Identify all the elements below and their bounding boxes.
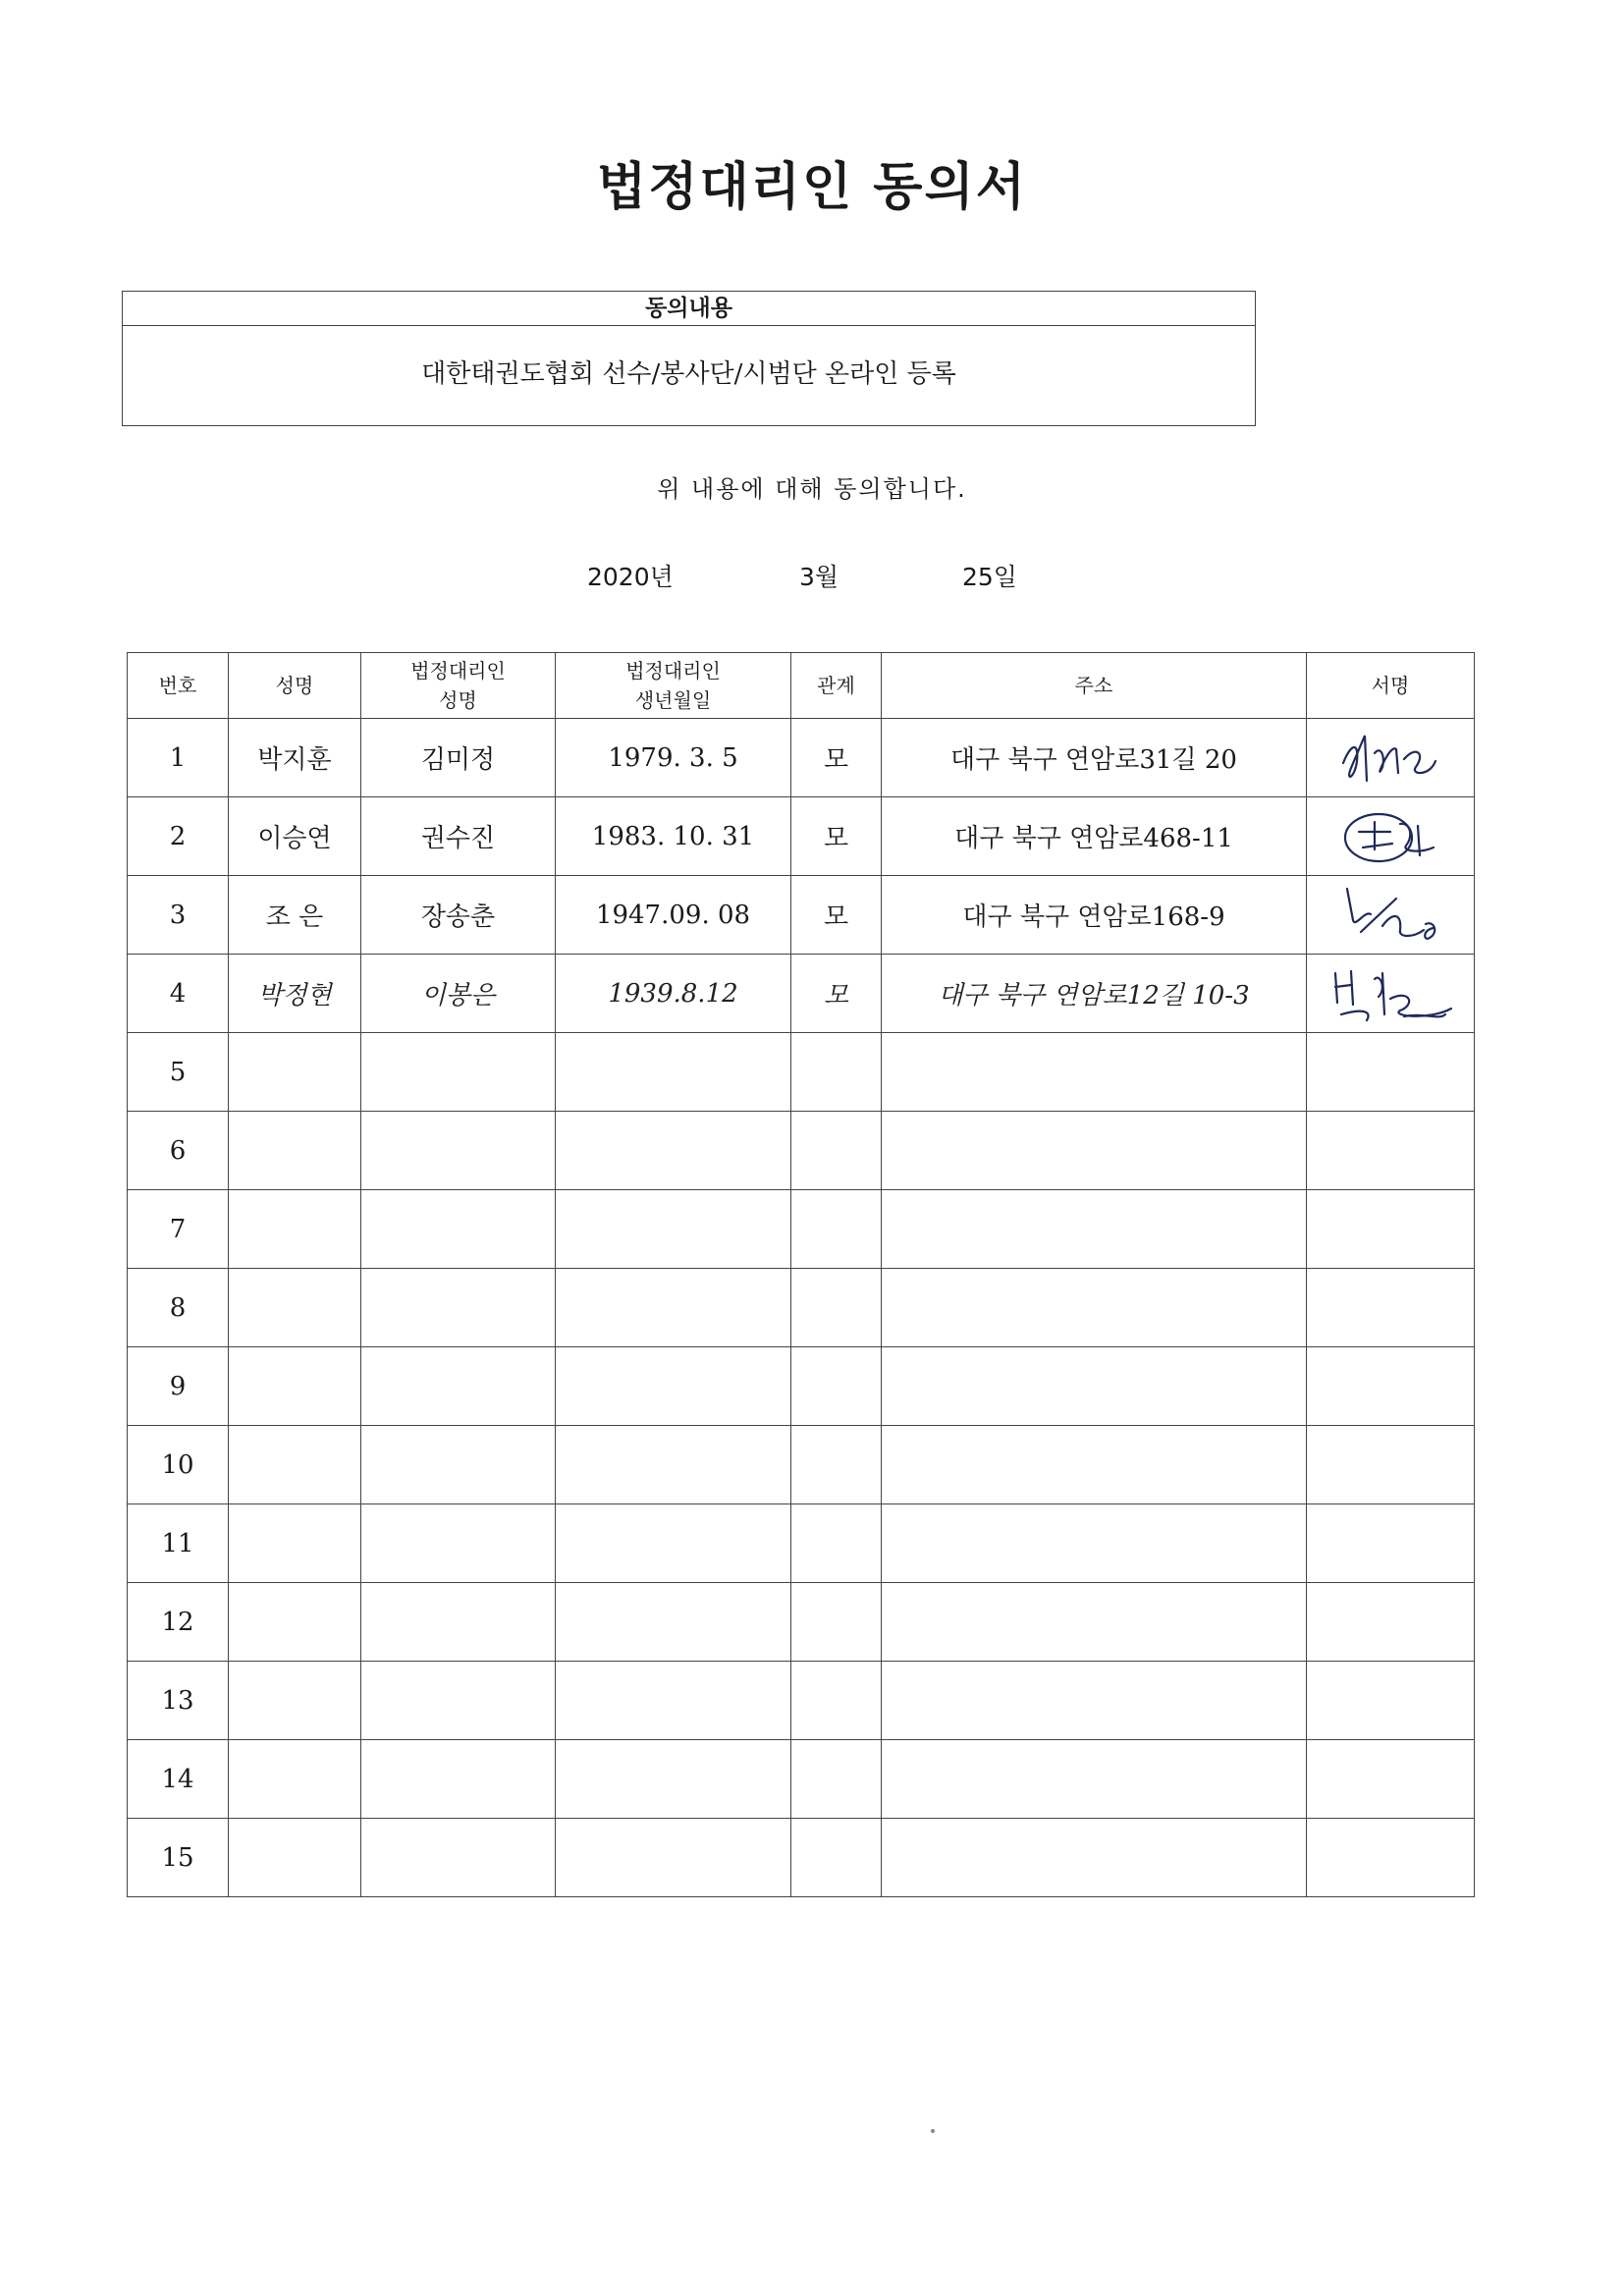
cell-address	[882, 1190, 1307, 1269]
cell-signature	[1307, 1819, 1475, 1897]
table-row	[128, 797, 1475, 876]
cell-relation	[791, 1819, 882, 1897]
cell-no: 1	[128, 719, 229, 797]
cell-signature	[1307, 1583, 1475, 1662]
cell-address	[882, 1347, 1307, 1426]
cell-signature	[1307, 1347, 1475, 1426]
cell-no: 9	[128, 1347, 229, 1426]
signature-scribble-2	[1331, 802, 1449, 871]
cell-signature	[1307, 719, 1475, 797]
cell-relation	[791, 1662, 882, 1740]
cell-name	[229, 1269, 361, 1347]
cell-birth	[556, 1583, 791, 1662]
cell-no: 15	[128, 1819, 229, 1897]
signature-scribble-1	[1331, 724, 1449, 793]
cell-address	[882, 1033, 1307, 1112]
cell-no: 3	[128, 876, 229, 955]
cell-guardian-name	[361, 1740, 556, 1819]
cell-name: 조 은	[229, 876, 361, 955]
cell-relation: 모	[791, 797, 882, 876]
table-row	[128, 1033, 1475, 1112]
cell-guardian-name: 김미정	[361, 719, 556, 797]
cell-guardian-name	[361, 1347, 556, 1426]
table-row	[128, 1740, 1475, 1819]
cell-relation	[791, 1269, 882, 1347]
cell-name: 박지훈	[229, 719, 361, 797]
cell-guardian-name	[361, 1190, 556, 1269]
cell-address: 대구 북구 연암로468-11	[882, 797, 1307, 876]
cell-birth: 1979. 3. 5	[556, 719, 791, 797]
cell-guardian-name	[361, 1504, 556, 1583]
table-row	[128, 1426, 1475, 1504]
cell-signature	[1307, 876, 1475, 955]
cell-name	[229, 1819, 361, 1897]
cell-birth	[556, 1347, 791, 1426]
cell-no: 11	[128, 1504, 229, 1583]
cell-name: 이승연	[229, 797, 361, 876]
cell-relation: 모	[791, 955, 882, 1033]
cell-name: 박정현	[229, 955, 361, 1033]
cell-guardian-name	[361, 1033, 556, 1112]
cell-relation: 모	[791, 719, 882, 797]
date-month: 3월	[799, 563, 839, 591]
cell-guardian-name	[361, 1662, 556, 1740]
cell-birth: 1939.8.12	[556, 955, 791, 1033]
cell-birth	[556, 1740, 791, 1819]
cell-birth	[556, 1426, 791, 1504]
signature-scribble-3	[1331, 881, 1449, 950]
table-header-row	[128, 653, 1475, 719]
cell-signature	[1307, 1112, 1475, 1190]
cell-name	[229, 1112, 361, 1190]
cell-address: 대구 북구 연암로12길 10-3	[882, 955, 1307, 1033]
cell-name	[229, 1190, 361, 1269]
cell-relation: 모	[791, 876, 882, 955]
cell-signature	[1307, 955, 1475, 1033]
cell-name	[229, 1662, 361, 1740]
signature-scribble-4	[1322, 959, 1459, 1028]
cell-birth	[556, 1033, 791, 1112]
table-row	[128, 1819, 1475, 1897]
cell-guardian-name	[361, 1583, 556, 1662]
date-year: 2020년	[587, 563, 674, 591]
cell-relation	[791, 1583, 882, 1662]
table-row	[128, 1190, 1475, 1269]
cell-no: 7	[128, 1190, 229, 1269]
table-row	[128, 1269, 1475, 1347]
cell-guardian-name	[361, 1819, 556, 1897]
cell-signature	[1307, 1662, 1475, 1740]
cell-name	[229, 1740, 361, 1819]
header-address: 주소	[882, 653, 1307, 719]
cell-no: 10	[128, 1426, 229, 1504]
cell-birth	[556, 1662, 791, 1740]
cell-birth: 1947.09. 08	[556, 876, 791, 955]
header-guardian-birth-text: 법정대리인 생년월일	[625, 659, 721, 712]
cell-guardian-name	[361, 1426, 556, 1504]
cell-address	[882, 1819, 1307, 1897]
cell-address: 대구 북구 연암로168-9	[882, 876, 1307, 955]
cell-no: 2	[128, 797, 229, 876]
cell-guardian-name	[361, 1112, 556, 1190]
cell-no: 13	[128, 1662, 229, 1740]
table-row	[128, 1583, 1475, 1662]
cell-relation	[791, 1190, 882, 1269]
cell-address	[882, 1269, 1307, 1347]
cell-address	[882, 1583, 1307, 1662]
cell-relation	[791, 1112, 882, 1190]
cell-guardian-name: 장송춘	[361, 876, 556, 955]
cell-signature	[1307, 1190, 1475, 1269]
cell-name	[229, 1426, 361, 1504]
table-row	[128, 719, 1475, 797]
table-row	[128, 1347, 1475, 1426]
header-signature: 서명	[1307, 653, 1475, 719]
cell-name	[229, 1583, 361, 1662]
cell-address	[882, 1662, 1307, 1740]
cell-name	[229, 1347, 361, 1426]
cell-birth	[556, 1190, 791, 1269]
cell-birth	[556, 1269, 791, 1347]
header-guardian-name-text: 법정대리인 성명	[410, 659, 506, 712]
agreement-statement: 위 내용에 대해 동의합니다.	[657, 475, 967, 503]
table-row	[128, 876, 1475, 955]
cell-address	[882, 1112, 1307, 1190]
cell-guardian-name: 이봉은	[361, 955, 556, 1033]
cell-relation	[791, 1033, 882, 1112]
cell-signature	[1307, 1033, 1475, 1112]
consent-header: 동의내용	[123, 292, 1255, 326]
consent-text: 대한태권도협회 선수/봉사단/시범단 온라인 등록	[421, 359, 956, 389]
header-name: 성명	[229, 653, 361, 719]
table-row	[128, 1112, 1475, 1190]
scan-speck	[931, 2129, 935, 2133]
cell-guardian-name	[361, 1269, 556, 1347]
document-title: 법정대리인 동의서	[597, 158, 1027, 217]
cell-relation	[791, 1740, 882, 1819]
cell-birth: 1983. 10. 31	[556, 797, 791, 876]
date-day: 25일	[962, 563, 1017, 591]
consent-box	[122, 291, 1256, 426]
cell-signature	[1307, 1740, 1475, 1819]
guardian-table	[127, 652, 1475, 1897]
cell-signature	[1307, 1426, 1475, 1504]
cell-no: 4	[128, 955, 229, 1033]
header-guardian-birth	[556, 653, 791, 719]
cell-no: 8	[128, 1269, 229, 1347]
cell-signature	[1307, 1269, 1475, 1347]
cell-no: 5	[128, 1033, 229, 1112]
cell-relation	[791, 1347, 882, 1426]
table-row	[128, 1662, 1475, 1740]
cell-address	[882, 1504, 1307, 1583]
cell-guardian-name: 권수진	[361, 797, 556, 876]
cell-signature	[1307, 1504, 1475, 1583]
cell-no: 14	[128, 1740, 229, 1819]
cell-address	[882, 1426, 1307, 1504]
cell-name	[229, 1504, 361, 1583]
cell-address	[882, 1740, 1307, 1819]
cell-birth	[556, 1112, 791, 1190]
table-row	[128, 955, 1475, 1033]
cell-birth	[556, 1504, 791, 1583]
cell-signature	[1307, 797, 1475, 876]
header-guardian-name	[361, 653, 556, 719]
header-relation: 관계	[791, 653, 882, 719]
cell-no: 12	[128, 1583, 229, 1662]
table-row	[128, 1504, 1475, 1583]
cell-relation	[791, 1504, 882, 1583]
cell-address: 대구 북구 연암로31길 20	[882, 719, 1307, 797]
cell-relation	[791, 1426, 882, 1504]
cell-birth	[556, 1819, 791, 1897]
cell-no: 6	[128, 1112, 229, 1190]
header-no: 번호	[128, 653, 229, 719]
cell-name	[229, 1033, 361, 1112]
